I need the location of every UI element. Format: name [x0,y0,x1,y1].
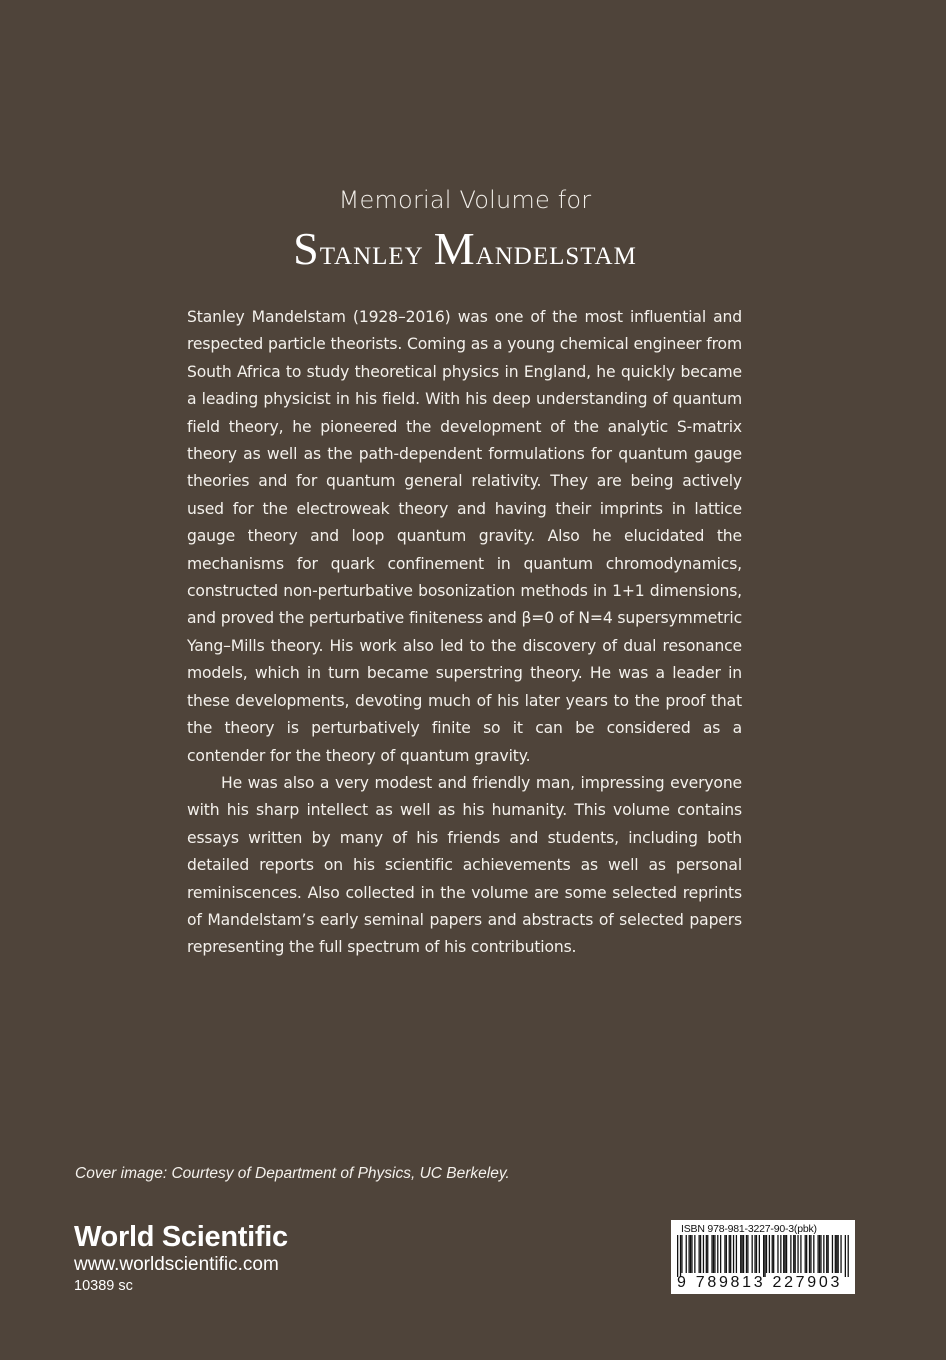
barcode-bar [677,1235,678,1277]
barcode-bar [810,1235,811,1273]
barcode-bar [690,1235,691,1273]
barcode-bar [713,1235,714,1273]
barcode-bar [795,1235,796,1273]
barcode-bar [772,1235,773,1273]
barcode-bar [793,1235,794,1273]
cover-subtitle: Memorial Volume for [338,186,592,214]
barcode-bar [686,1235,687,1273]
title-initial-s: S [293,223,320,274]
barcode-bar [688,1235,689,1273]
barcode-bar [817,1235,818,1273]
barcode-bar [742,1235,743,1273]
barcode-bar [773,1235,774,1273]
barcode-bar [747,1235,748,1273]
barcode-bar [840,1235,841,1273]
barcode-bar [680,1235,681,1277]
barcode-bar [832,1235,833,1273]
barcode-digits: 9 789813 227903 [677,1274,843,1291]
barcode-bar [720,1235,721,1273]
barcode-bar [790,1235,791,1273]
barcode-bar [754,1235,755,1273]
barcode-bar [681,1235,682,1273]
blurb [187,304,742,962]
barcode-bar [800,1235,801,1273]
blurb-paragraph-2: He was also a very modest and friendly man, impressing everyone with his sharp intellect as well as his humanity. This volume contains essays written by many of his friends and students, including both detailed reports on his scientific achievements as well as personal reminiscences. Also collected in the volume are some selected reprints of Mandelstam’s early seminal papers and abstracts of selected papers representing the full spectrum of his contributions. [187,773,742,957]
barcode-bar [848,1235,849,1277]
barcode-bar [820,1235,821,1273]
barcode-bar [740,1235,741,1273]
barcode-bar [729,1235,730,1273]
barcode-bar [691,1235,692,1273]
barcode-bar [806,1235,807,1273]
barcode-bar [707,1235,708,1273]
barcode-bar [733,1235,734,1273]
barcode-bar [805,1235,806,1273]
barcode-bar [700,1235,701,1273]
barcode-bar [797,1235,798,1273]
publisher-name: World Scientific [74,1221,288,1253]
cover-title [0,222,930,275]
isbn-label: ISBN 978-981-3227-90-3(pbk) [681,1223,817,1235]
barcode-bar [845,1235,846,1277]
barcode-bar [813,1235,814,1273]
barcode-bar [785,1235,786,1273]
barcode-bar [769,1235,770,1273]
barcode-bar [743,1235,744,1273]
barcode-box [671,1220,855,1294]
barcode-bar [752,1235,753,1273]
barcode-bar [759,1235,760,1273]
title-rest-stanley: tanley [319,232,434,272]
barcode-bar [826,1235,827,1273]
barcode-bar [694,1235,695,1273]
publisher-block [74,1221,288,1296]
barcode-graphic [677,1235,849,1277]
barcode-bar [823,1235,824,1273]
barcode-bar [835,1235,836,1273]
barcode-bar [809,1235,810,1273]
barcode-bar [777,1235,778,1273]
barcode-bar [724,1235,725,1273]
barcode-bar [706,1235,707,1273]
barcode-bar [714,1235,715,1273]
barcode-bar [836,1235,837,1273]
barcode-bar [763,1235,764,1277]
publisher-url: www.worldscientific.com [74,1254,279,1275]
title-initial-m: M [433,223,476,274]
barcode-bar [730,1235,731,1273]
blurb-paragraph-1: Stanley Mandelstam (1928–2016) was one of the most influential and respected particle theorists. Coming as a young chemical engineer from South Africa to study theoretical physics in England, he quickly became a leading physicist in his field. With his deep understanding of quantum field theory, he pioneered the development of the analytic S-matrix theory as well as the path-dependent formulations for quantum gauge theories and for quantum general relativity. They are being actively used for the electroweak theory and having their imprints in lattice gauge theory and loop quantum gravity. Also he elucidated the mechanisms for quark confinement in quantum chromodynamics, constructed non-perturbative bosonization methods in 1+1 dimensions, and proved the perturbative finiteness and β=0 of N=4 supersymmetric Yang–Mills theory. His work also led to the discovery of dual resonance models, which in turn became superstring theory. He was a leader in these developments, devoting much of his later years to the proof that the theory is perturbatively finite so it can be considered as a contender for the theory of quantum gravity. [187,308,742,765]
barcode-bar [736,1235,737,1273]
barcode-bar [766,1235,767,1273]
barcode-bar [756,1235,757,1273]
barcode-bar [699,1235,700,1273]
barcode-bar [786,1235,787,1273]
barcode-bar [819,1235,820,1273]
barcode-bar [746,1235,747,1273]
barcode-bar [828,1235,829,1273]
barcode-bar [783,1235,784,1273]
barcode-bar [703,1235,704,1273]
cover-image-credit: Cover image: Courtesy of Department of Physics, UC Berkeley. [75,1165,510,1182]
barcode-bar [780,1235,781,1273]
barcode-bar [838,1235,839,1273]
barcode-bar [717,1235,718,1273]
barcode-bar [711,1235,712,1273]
publisher-code: 10389 sc [74,1278,133,1294]
barcode-bar [764,1235,765,1277]
title-rest-mandelstam: andelstam [475,232,637,272]
barcode-bar [726,1235,727,1273]
